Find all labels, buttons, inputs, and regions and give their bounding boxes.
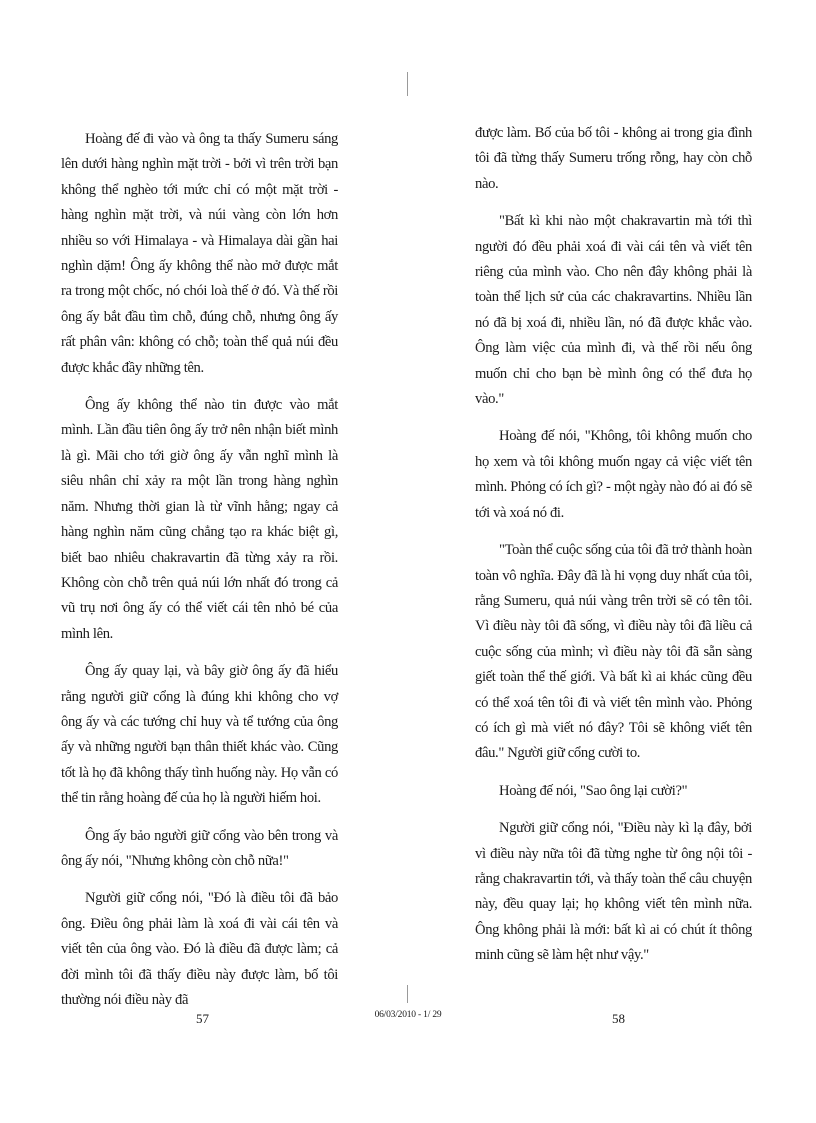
paragraph-continued: được làm. Bố của bố tôi - không ai trong gia đình tôi đã từng thấy Sumeru trống rỗng, hay còn chỗ nào. [475, 125, 752, 192]
right-page-number: 58 [612, 1011, 625, 1026]
paragraph: "Bất kì khi nào một chakravartin mà tới thì người đó đều phải xoá đi vài cái tên và viết tên riêng của mình vào. Cho nên đây không phải là toàn thể lịch sử của các chakravartins. Nhiều lần nó đã bị xoá đi, nhiều lần, nó đã được khắc vào. Ông làm việc của mình đi, và thế rồi nếu ông muốn chỉ cho bạn bè mình ông có thể đưa họ vào." [475, 213, 752, 408]
left-page-number: 57 [196, 1011, 209, 1026]
paragraph: Hoàng đế đi vào và ông ta thấy Sumeru sáng lên dưới hàng nghìn mặt trời - bởi vì trên trời bạn không thể nghèo tới mức chỉ có một mặt trời - hàng nghìn mặt trời, và núi vàng còn lớn hơn nhiều so với Himalaya - và Himalaya dài gần hai nghìn dặm! Ông ấy không thể nào mở được mắt ra trong một chốc, nó chói loà thế ở đó. Và thế rồi ông ấy bắt đầu tìm chỗ, đúng chỗ, nhưng ông ấy rất phân vân: không có chỗ; toàn thể quả núi đều được khắc đầy những tên. [61, 131, 338, 376]
paragraph: Hoàng đế nói, "Không, tôi không muốn cho họ xem và tôi không muốn ngay cả việc viết tên mình. Phỏng có ích gì? - một ngày nào đó ai đó sẽ tới và xoá nó đi. [475, 428, 752, 521]
paragraph: Hoàng đế nói, "Sao ông lại cười?" [499, 782, 688, 799]
paragraph: "Toàn thể cuộc sống của tôi đã trở thành hoàn toàn vô nghĩa. Đây đã là hi vọng duy nhất của tôi, rằng Sumeru, quả núi vàng trên trời sẽ có tên tôi. Vì điều này tôi đã sống, vì điều này tôi đã liều cả cuộc sống của mình; vì điều này tôi đã sẵn sàng giết toàn thể thế giới. Và bất kì ai khác cũng đều có thể xoá tên tôi đi và viết tên mình vào. Phỏng có ích gì mà viết nó đây? Tôi sẽ không viết tên đâu." Người giữ cổng cười to. [475, 542, 752, 762]
paragraph: Ông ấy quay lại, và bây giờ ông ấy đã hiểu rằng người giữ cổng là đúng khi không cho vợ ông ấy và các tướng chỉ huy và tể tướng của ông ấy và những người bạn thân thiết khác vào. Cũng tốt là họ đã không thấy tình huống này. Họ vẫn có thể tin rằng hoàng đế của họ là người hiếm hoi. [61, 663, 338, 807]
left-page-text [61, 127, 338, 1025]
page-fold-line-bottom [407, 985, 408, 1003]
page-fold-line-top [407, 72, 408, 96]
right-page-text [475, 121, 752, 981]
paragraph: Ông ấy bảo người giữ cổng vào bên trong và ông ấy nói, "Nhưng không còn chỗ nữa!" [61, 827, 338, 869]
paragraph: Ông ấy không thể nào tin được vào mắt mình. Lần đầu tiên ông ấy trở nên nhận biết mình là gì. Mãi cho tới giờ ông ấy vẫn nghĩ mình là siêu nhân chỉ xảy ra một lần trong hàng nghìn năm. Nhưng thời gian là từ vĩnh hằng; ngay cả hàng nghìn năm cũng chẳng tạo ra khác biệt gì, biết bao nhiêu chakravartin đã từng xảy ra rồi. Không còn chỗ trên quả núi lớn nhất đó trong cả vũ trụ nơi ông ấy có thể viết cái tên nhỏ bé của mình lên. [61, 397, 338, 642]
paragraph: Người giữ cổng nói, "Điều này kì lạ đây, bởi vì điều này nữa tôi đã từng nghe từ ông nội tôi - rằng chakravartin tới, và thấy toàn thể câu chuyện này, đều quay lại; họ không viết tên mình nữa. Ông không phải là mới: bất kì ai có chút ít thông minh cũng sẽ làm hệt như vậy." [475, 820, 752, 964]
footer-date-stamp: 06/03/2010 - 1/ 29 [374, 1010, 442, 1020]
paragraph: Người giữ cổng nói, "Đó là điều tôi đã bảo ông. Điều ông phải làm là xoá đi vài cái tên và viết tên của ông vào. Đó là điều đã được làm; cả đời mình tôi đã thấy điều này được làm, bố tôi thường nói điều này đã [61, 890, 338, 1008]
